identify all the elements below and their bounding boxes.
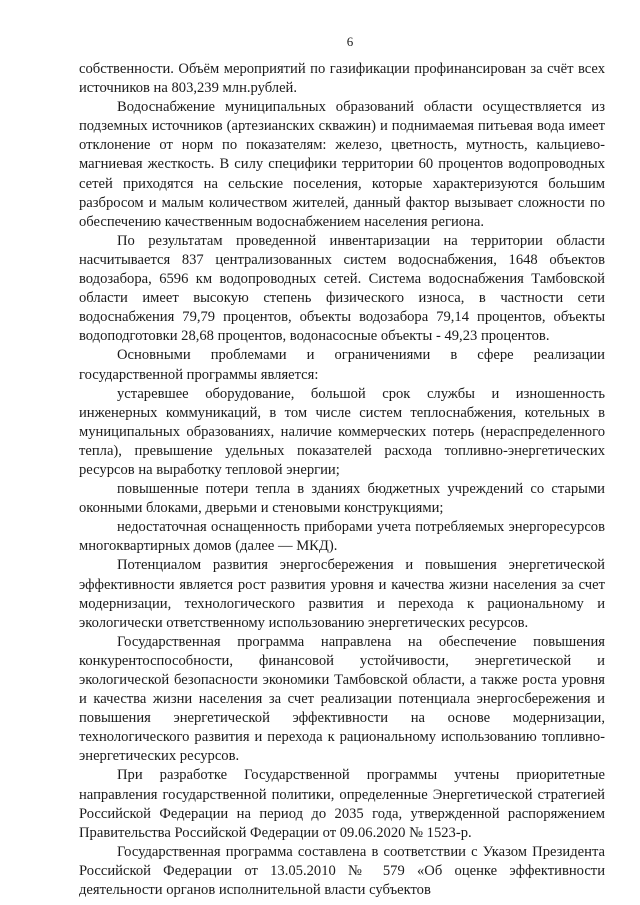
document-body xyxy=(79,60,605,900)
paragraph-energy-strategy: При разработке Государственной программы учтены приоритетные направления государственной политики, определенные Энергетической стратегией Российской Федерации на период до 2035 года, утвержденной распоряжением Правительства Российской Федерации от 09.06.2020 № 1523-р. xyxy=(79,767,605,841)
paragraph-program-aims: Государственная программа направлена на обеспечение повышения конкурентоспособности, финансовой устойчивости, энергетической и экологической безопасности экономики Тамбовской области, а также роста уровня и качества жизни населения за счет реализации потенциала энергосбережения и повышения энергетической эффективности на основе модернизации, технологического развития и перехода к рациональному использованию топливно-энергетических ресурсов. xyxy=(79,633,605,765)
page-number: 6 xyxy=(346,34,354,49)
list-item-outdated-equipment: устаревшее оборудование, большой срок службы и изношенность инженерных коммуникаций, в том числе систем теплоснабжения, котельных в муниципальных образованиях, наличие коммерческих потерь (нераспределенного тепла), превышение удельных показателей расхода топливно-энергетических ресурсов на выработку тепловой энергии; xyxy=(79,385,605,478)
paragraph-presidential-decree: Государственная программа составлена в соответствии с Указом Президента Российской Федерации от 13.05.2010 № 579 «Об оценке эффективности деятельности органов исполнительной власти субъектов xyxy=(79,843,605,899)
paragraph-main-problems: Основными проблемами и ограничениями в сфере реализации государственной программы является: xyxy=(79,347,605,383)
paragraph-inventory-results: По результатам проведенной инвентаризации на территории области насчитывается 837 централизованных систем водоснабжения, 1648 объектов водозабора, 6596 км водопроводных сетей. Система водоснабжения Тамбовской области имеет высокую степень физического износа, в частности сети водоснабжения 79,79 процентов, объекты водозабора 79,14 процентов, объекты водоподготовки 28,68 процентов, водонасосные объекты - 49,23 процентов. xyxy=(79,232,605,345)
list-item-metering: недостаточная оснащенность приборами учета потребляемых энергоресурсов многоквартирных домов (далее — МКД). xyxy=(79,519,605,555)
list-item-heat-losses: повышенные потери тепла в зданиях бюджетных учреждений со старыми оконными блоками, дверьми и стеновыми конструкциями; xyxy=(79,481,605,517)
paragraph-development-potential: Потенциалом развития энергосбережения и повышения энергетической эффективности является рост развития уровня и качества жизни населения за счет модернизации, технологического развития и перехода к рациональному и экологически ответственному использованию энергетических ресурсов. xyxy=(79,557,605,631)
paragraph-water-supply-sources: Водоснабжение муниципальных образований области осуществляется из подземных источников (артезианских скважин) и поднимаемая питьевая вода имеет отклонение от норм по показателям: железо, цветность, мутность, кальциево-магниевая жесткость. В силу специфики территории 60 процентов водопроводных сетей приходятся на сельские поселения, которые характеризуются большим разбросом и малым количеством жителей, данный фактор вызывает сложности по обеспечению качественным водоснабжением населения региона. xyxy=(79,99,605,230)
paragraph-gasification-funding: собственности. Объём мероприятий по газификации профинансирован за счёт всех источников на 803,239 млн.рублей. xyxy=(79,61,605,97)
